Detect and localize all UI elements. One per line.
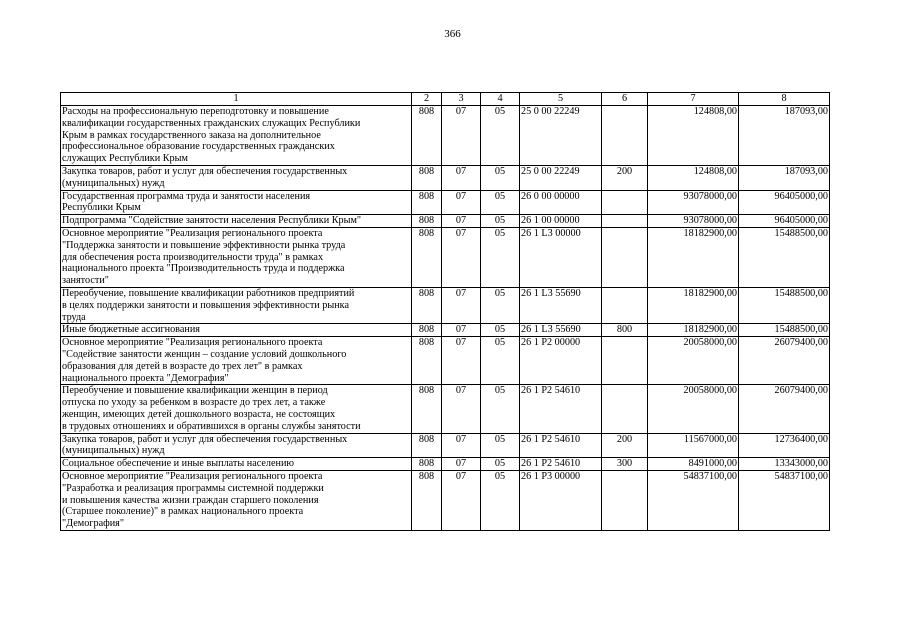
row-name-line: образования для детей в возрасте до трех лет" в рамках [62,360,303,372]
amount-year1-cell: 124808,00 [648,165,739,190]
page-number: 366 [444,28,461,40]
expense-type-cell [602,215,648,228]
column-header: 5 [520,93,602,106]
amount-year2-cell: 187093,00 [739,106,830,166]
row-name-cell [61,470,412,530]
row-name-cell [61,215,412,228]
row-name-line: Иные бюджетные ассигнования [62,324,200,336]
amount-year2-cell: 12736400,00 [739,433,830,458]
target-article-cell: 26 1 L3 00000 [520,227,602,287]
amount-year1-cell: 124808,00 [648,106,739,166]
row-name-line: в трудовых отношениях и обратившихся в органы службы занятости [62,420,361,432]
expense-type-cell [602,287,648,323]
amount-year2-cell: 187093,00 [739,165,830,190]
row-name-cell [61,458,412,471]
amount-year2-cell: 26079400,00 [739,385,830,433]
table-row [61,433,830,458]
row-name-line: Подпрограмма "Содействие занятости населения Республики Крым" [62,215,362,227]
amount-year2-cell: 15488500,00 [739,287,830,323]
row-name-line: отпуска по уходу за ребенком в возрасте до трех лет, а также [62,397,326,409]
subsection-code-cell: 05 [481,324,520,337]
section-code-cell: 07 [442,190,481,215]
amount-year1-cell: 93078000,00 [648,190,739,215]
row-name-line: "Поддержка занятости и повышение эффективности рынка труда [62,239,346,251]
row-name-line: "Демография" [62,518,124,530]
expense-type-cell: 800 [602,324,648,337]
amount-year2-cell: 26079400,00 [739,337,830,385]
table-row [61,227,830,287]
amount-year1-cell: 54837100,00 [648,470,739,530]
amount-year1-cell: 18182900,00 [648,324,739,337]
expense-type-cell: 200 [602,165,648,190]
target-article-cell: 26 1 P2 54610 [520,458,602,471]
row-name-line: Закупка товаров, работ и услуг для обеспечения государственных [62,165,348,177]
section-code-cell: 07 [442,385,481,433]
section-code-cell: 07 [442,433,481,458]
row-name-line: служащих Республики Крым [62,153,188,165]
ved-code-cell: 808 [412,165,442,190]
subsection-code-cell: 05 [481,165,520,190]
row-name-cell [61,433,412,458]
subsection-code-cell: 05 [481,337,520,385]
target-article-cell: 26 1 P2 54610 [520,385,602,433]
section-code-cell: 07 [442,106,481,166]
subsection-code-cell: 05 [481,385,520,433]
amount-year1-cell: 18182900,00 [648,287,739,323]
row-name-line: "Содействие занятости женщин – создание условий дошкольного [62,348,347,360]
amount-year1-cell: 20058000,00 [648,337,739,385]
ved-code-cell: 808 [412,215,442,228]
table-row [61,190,830,215]
row-name-line: Переобучение, повышение квалификации работников предприятий [62,287,355,299]
ved-code-cell: 808 [412,324,442,337]
row-name-line: и повышения качества жизни граждан старшего поколения [62,494,319,506]
expense-type-cell [602,385,648,433]
row-name-line: женщин, имеющих детей дошкольного возраста, не состоящих [62,408,336,420]
budget-table [60,92,830,531]
amount-year1-cell: 18182900,00 [648,227,739,287]
ved-code-cell: 808 [412,337,442,385]
section-code-cell: 07 [442,337,481,385]
row-name-line: квалификации государственных гражданских служащих Республики [62,117,361,129]
table-row [61,458,830,471]
expense-type-cell: 200 [602,433,648,458]
table-row [61,337,830,385]
section-code-cell: 07 [442,458,481,471]
row-name-line: Закупка товаров, работ и услуг для обеспечения государственных [62,433,348,445]
ved-code-cell: 808 [412,106,442,166]
section-code-cell: 07 [442,324,481,337]
row-name-line: Переобучение и повышение квалификации женщин в период [62,385,328,397]
row-name-cell [61,190,412,215]
row-name-line: (муниципальных) нужд [62,445,165,457]
target-article-cell: 25 0 00 22249 [520,165,602,190]
row-name-line: (муниципальных) нужд [62,177,165,189]
subsection-code-cell: 05 [481,106,520,166]
row-name-line: (Старшее поколение)" в рамках национального проекта [62,506,304,518]
row-name-cell [61,324,412,337]
section-code-cell: 07 [442,470,481,530]
subsection-code-cell: 05 [481,227,520,287]
target-article-cell: 26 0 00 00000 [520,190,602,215]
row-name-line: национального проекта "Производительность труда и поддержка [62,263,345,275]
section-code-cell: 07 [442,227,481,287]
column-header: 6 [602,93,648,106]
row-name-line: занятости" [62,275,109,287]
amount-year2-cell: 54837100,00 [739,470,830,530]
ved-code-cell: 808 [412,287,442,323]
expense-type-cell: 300 [602,458,648,471]
ved-code-cell: 808 [412,385,442,433]
row-name-cell [61,385,412,433]
row-name-line: Республики Крым [62,202,141,214]
target-article-cell: 26 1 L3 55690 [520,324,602,337]
table-row [61,324,830,337]
expense-type-cell [602,227,648,287]
row-name-cell [61,337,412,385]
table-row [61,385,830,433]
row-name-line: Основное мероприятие "Реализация регионального проекта [62,337,323,349]
row-name-line: в целях поддержки занятости и повышения эффективности рынка [62,299,349,311]
ved-code-cell: 808 [412,470,442,530]
subsection-code-cell: 05 [481,190,520,215]
row-name-line: для обеспечения роста производительности труда" в рамках [62,251,324,263]
subsection-code-cell: 05 [481,433,520,458]
column-header: 3 [442,93,481,106]
table-row [61,470,830,530]
column-header: 4 [481,93,520,106]
table-body [61,106,830,531]
ved-code-cell: 808 [412,190,442,215]
amount-year2-cell: 13343000,00 [739,458,830,471]
row-name-line: национального проекта "Демография" [62,372,229,384]
row-name-cell [61,287,412,323]
amount-year1-cell: 11567000,00 [648,433,739,458]
amount-year2-cell: 96405000,00 [739,190,830,215]
row-name-line: "Разработка и реализация программы системной поддержки [62,482,324,494]
expense-type-cell [602,470,648,530]
row-name-cell [61,165,412,190]
table-row [61,106,830,166]
section-code-cell: 07 [442,215,481,228]
row-name-line: Расходы на профессиональную переподготовку и повышение [62,106,329,117]
expense-type-cell [602,190,648,215]
row-name-line: Основное мероприятие "Реализация регионального проекта [62,227,323,239]
row-name-line: труда [62,311,86,323]
target-article-cell: 26 1 00 00000 [520,215,602,228]
column-header: 2 [412,93,442,106]
ved-code-cell: 808 [412,458,442,471]
target-article-cell: 26 1 P2 54610 [520,433,602,458]
ved-code-cell: 808 [412,227,442,287]
row-name-cell [61,227,412,287]
row-name-line: Крым в рамках государственного заказа на дополнительное [62,129,321,141]
target-article-cell: 26 1 L3 55690 [520,287,602,323]
row-name-line: Основное мероприятие "Реализация регионального проекта [62,470,323,482]
amount-year1-cell: 93078000,00 [648,215,739,228]
amount-year2-cell: 15488500,00 [739,324,830,337]
target-article-cell: 26 1 P3 00000 [520,470,602,530]
ved-code-cell: 808 [412,433,442,458]
column-header: 7 [648,93,739,106]
subsection-code-cell: 05 [481,458,520,471]
subsection-code-cell: 05 [481,287,520,323]
header-row [61,93,830,106]
section-code-cell: 07 [442,287,481,323]
amount-year1-cell: 8491000,00 [648,458,739,471]
table-row [61,287,830,323]
target-article-cell: 26 1 P2 00000 [520,337,602,385]
subsection-code-cell: 05 [481,470,520,530]
row-name-line: Социальное обеспечение и иные выплаты населению [62,458,295,470]
amount-year2-cell: 15488500,00 [739,227,830,287]
amount-year1-cell: 20058000,00 [648,385,739,433]
amount-year2-cell: 96405000,00 [739,215,830,228]
row-name-line: Государственная программа труда и занятости населения [62,190,311,202]
column-header: 1 [61,93,412,106]
expense-type-cell [602,106,648,166]
subsection-code-cell: 05 [481,215,520,228]
expense-type-cell [602,337,648,385]
section-code-cell: 07 [442,165,481,190]
row-name-line: профессиональное образование государственных гражданских [62,141,335,153]
table-row [61,215,830,228]
table-row [61,165,830,190]
column-header: 8 [739,93,830,106]
target-article-cell: 25 0 00 22249 [520,106,602,166]
row-name-cell [61,106,412,166]
